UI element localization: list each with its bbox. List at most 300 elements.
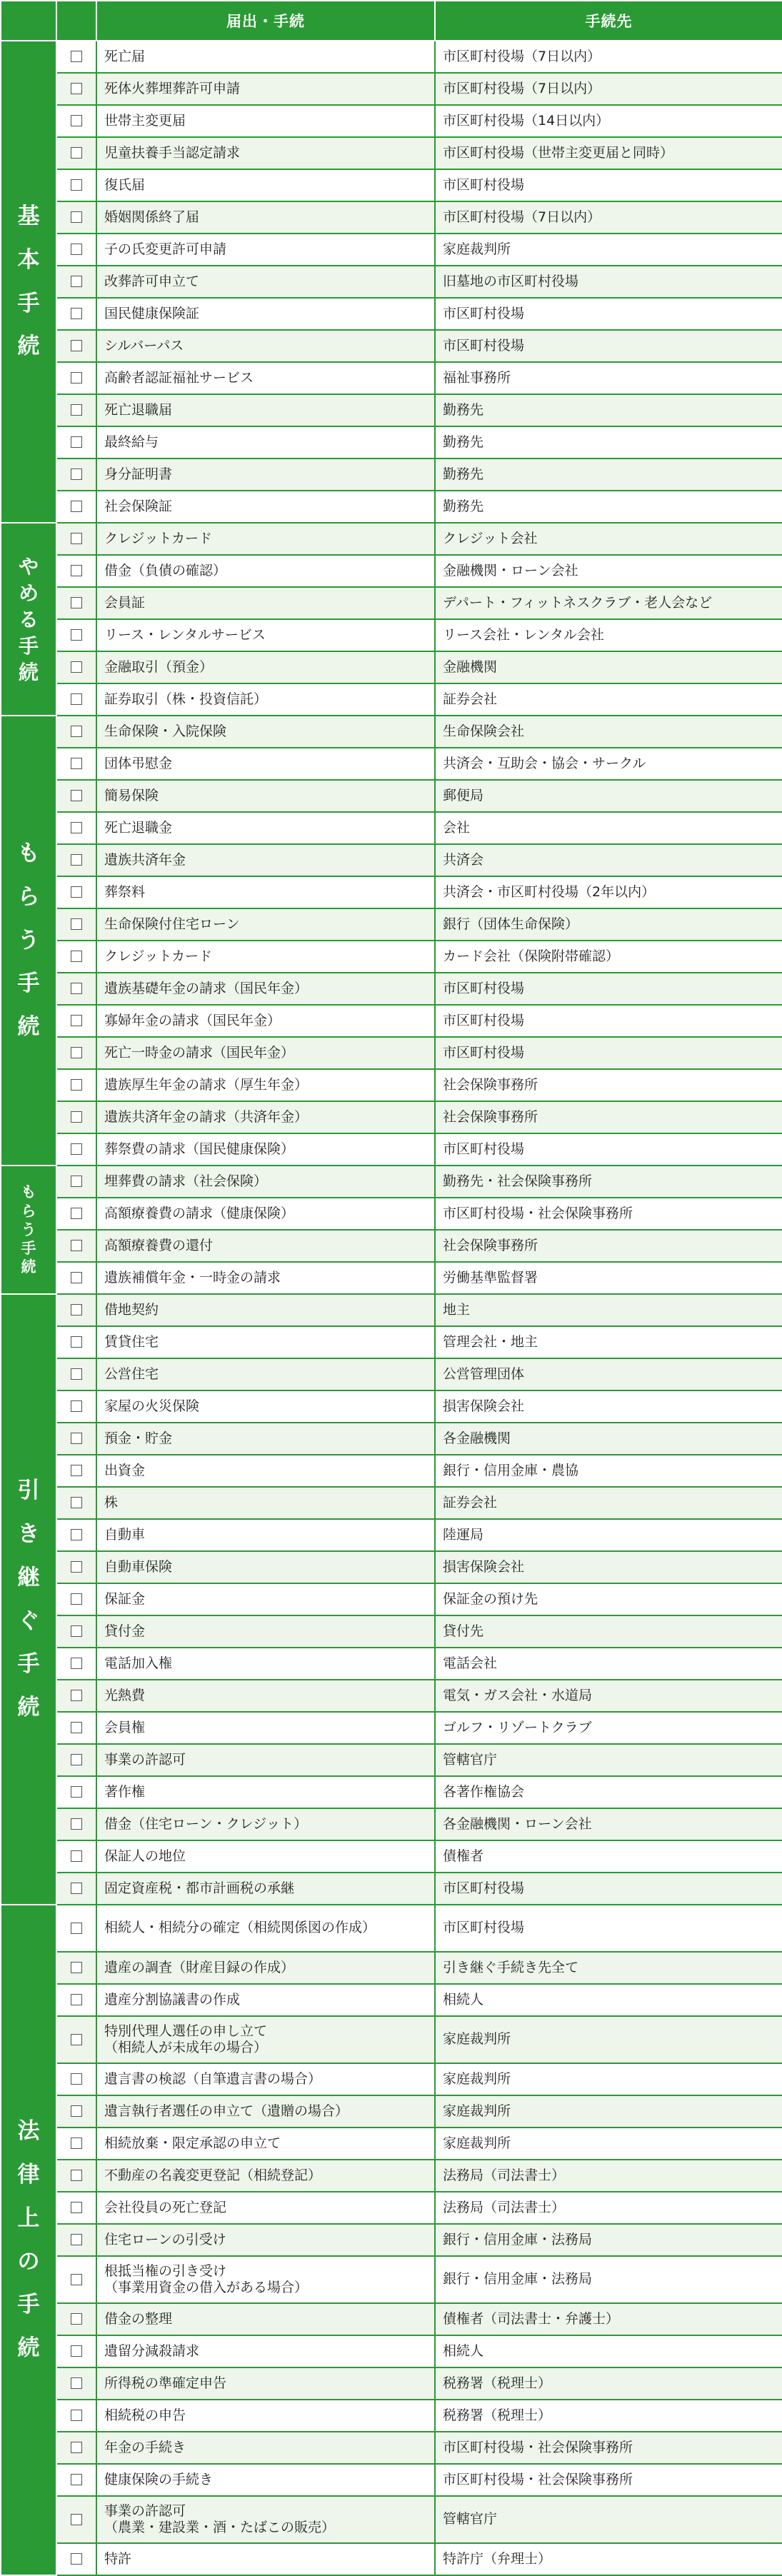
checkbox[interactable]	[71, 436, 82, 448]
procedure-destination: 社会保険事務所	[435, 1101, 782, 1133]
checkbox[interactable]	[71, 211, 82, 223]
checkbox-cell	[56, 2063, 96, 2095]
table-row	[1, 73, 782, 105]
table-row	[1, 1390, 782, 1423]
procedure-destination: 社会保険事務所	[435, 1069, 782, 1101]
procedure-item: 最終給与	[96, 426, 435, 458]
checkbox[interactable]	[71, 1593, 82, 1605]
procedure-item: 国民健康保険証	[96, 298, 435, 330]
table-row	[1, 683, 782, 716]
table-row	[1, 394, 782, 426]
checkbox-cell	[56, 1423, 96, 1455]
procedure-item: 預金・貯金	[96, 1423, 435, 1455]
procedure-destination: 勤務先	[435, 458, 782, 491]
checkbox-cell	[56, 2256, 96, 2303]
checkbox[interactable]	[71, 758, 82, 769]
procedure-item: 家屋の火災保険	[96, 1390, 435, 1423]
checkbox-cell	[56, 2224, 96, 2256]
procedure-destination: 証券会社	[435, 683, 782, 716]
checkbox[interactable]	[71, 372, 82, 384]
table-row	[1, 876, 782, 908]
procedure-destination: 市区町村役場	[435, 298, 782, 330]
checkbox[interactable]	[71, 2410, 82, 2421]
checkbox[interactable]	[71, 1850, 82, 1862]
checkbox-cell	[56, 748, 96, 780]
checkbox[interactable]	[71, 2514, 82, 2525]
procedure-destination: 損害保険会社	[435, 1551, 782, 1583]
table-row	[1, 1905, 782, 1952]
checkbox-cell	[56, 491, 96, 523]
table-row	[1, 1005, 782, 1037]
table-row	[1, 1712, 782, 1744]
procedure-destination: 税務署（税理士）	[435, 2400, 782, 2432]
procedure-item: 遺産分割協議書の作成	[96, 1984, 435, 2016]
checkbox-cell	[56, 1037, 96, 1069]
procedure-destination: 市区町村役場	[435, 169, 782, 201]
checkbox-cell	[56, 2543, 96, 2575]
checkbox[interactable]	[71, 1047, 82, 1058]
section-label-text: 基 本 手 続	[17, 204, 40, 360]
header-item-column: 届出・手続	[96, 1, 435, 41]
checkbox[interactable]	[71, 1143, 82, 1155]
table-row	[1, 587, 782, 619]
procedure-item: 自動車保険	[96, 1551, 435, 1583]
procedure-item: 賃貸住宅	[96, 1326, 435, 1358]
section-label-text: 法 律 上 の 手 続	[17, 2118, 40, 2361]
checkbox[interactable]	[71, 1465, 82, 1476]
procedure-destination: 銀行・信用金庫・農協	[435, 1455, 782, 1487]
section-label-text: や め る 手 続	[18, 554, 39, 684]
checkbox[interactable]	[71, 1400, 82, 1412]
checkbox[interactable]	[71, 2345, 82, 2357]
procedure-item: 相続放棄・限定承認の申立て	[96, 2128, 435, 2160]
procedure-item: 保証金	[96, 1583, 435, 1615]
procedure-item: クレジットカード	[96, 523, 435, 555]
table-row	[1, 1230, 782, 1262]
checkbox[interactable]	[71, 1994, 82, 2005]
procedure-item: 特別代理人選任の申し立て （相続人が未成年の場合）	[96, 2016, 435, 2063]
checkbox[interactable]	[71, 1625, 82, 1637]
procedure-destination: 債権者（司法書士・弁護士）	[435, 2303, 782, 2335]
procedure-item: 生命保険付住宅ローン	[96, 908, 435, 941]
checkbox[interactable]	[71, 308, 82, 319]
checkbox-cell	[56, 1133, 96, 1166]
checkbox-cell	[56, 1615, 96, 1648]
checkbox[interactable]	[71, 1304, 82, 1315]
table-row	[1, 1037, 782, 1069]
table-row	[1, 1615, 782, 1648]
checkbox-cell	[56, 1390, 96, 1423]
checkbox[interactable]	[71, 1962, 82, 1973]
table-row	[1, 619, 782, 651]
checkbox-cell	[56, 2192, 96, 2224]
checkbox[interactable]	[71, 533, 82, 544]
procedure-item: 証券取引（株・投資信託）	[96, 683, 435, 716]
checkbox-cell	[56, 1358, 96, 1390]
checkbox-cell	[56, 587, 96, 619]
procedure-destination: 証券会社	[435, 1487, 782, 1519]
procedure-item: 葬祭費の請求（国民健康保険）	[96, 1133, 435, 1166]
checkbox-cell	[56, 844, 96, 876]
table-row	[1, 330, 782, 362]
table-row	[1, 137, 782, 169]
checkbox[interactable]	[71, 2377, 82, 2389]
checkbox-cell	[56, 1551, 96, 1583]
checkbox[interactable]	[71, 2105, 82, 2117]
procedure-destination: 家庭裁判所	[435, 234, 782, 266]
checkbox[interactable]	[71, 468, 82, 480]
checkbox[interactable]	[71, 2073, 82, 2085]
procedure-item: 葬祭料	[96, 876, 435, 908]
procedure-destination: 市区町村役場・社会保険事務所	[435, 2432, 782, 2464]
checkbox[interactable]	[71, 2034, 82, 2045]
checkbox[interactable]	[71, 1272, 82, 1283]
table-row	[1, 1840, 782, 1873]
procedure-destination: 生命保険会社	[435, 716, 782, 748]
procedure-destination: 市区町村役場（7日以内）	[435, 73, 782, 105]
procedure-destination: 法務局（司法書士）	[435, 2192, 782, 2224]
table-row	[1, 1101, 782, 1133]
table-row	[1, 1069, 782, 1101]
procedure-destination: 陸運局	[435, 1519, 782, 1551]
checkbox-cell	[56, 2367, 96, 2400]
checkbox[interactable]	[71, 1176, 82, 1187]
checkbox[interactable]	[71, 179, 82, 191]
table-row	[1, 2432, 782, 2464]
checkbox[interactable]	[71, 1497, 82, 1508]
table-row	[1, 2367, 782, 2400]
procedure-item: 著作権	[96, 1776, 435, 1808]
checkbox[interactable]	[71, 726, 82, 737]
checkbox[interactable]	[71, 629, 82, 641]
checkbox[interactable]	[71, 2170, 82, 2181]
checkbox[interactable]	[71, 2202, 82, 2213]
section-label	[1, 1294, 56, 1905]
checkbox-cell	[56, 1840, 96, 1873]
table-row	[1, 169, 782, 201]
procedure-destination: 市区町村役場	[435, 1133, 782, 1166]
table-row	[1, 1952, 782, 1984]
procedure-destination: 損害保険会社	[435, 1390, 782, 1423]
procedure-item: 年金の手続き	[96, 2432, 435, 2464]
table-row	[1, 1358, 782, 1390]
procedure-item: 遺留分減殺請求	[96, 2335, 435, 2367]
checkbox-cell	[56, 1905, 96, 1952]
procedure-destination: 特許庁（弁理士）	[435, 2543, 782, 2575]
checkbox[interactable]	[71, 2553, 82, 2565]
checkbox[interactable]	[71, 886, 82, 898]
checkbox-cell	[56, 523, 96, 555]
procedure-item: 借金の整理	[96, 2303, 435, 2335]
checkbox[interactable]	[71, 147, 82, 159]
checkbox-cell	[56, 1808, 96, 1840]
table-row	[1, 523, 782, 555]
procedure-destination: 共済会・市区町村役場（2年以内）	[435, 876, 782, 908]
checkbox[interactable]	[71, 1883, 82, 1894]
procedure-destination: 保証金の預け先	[435, 1583, 782, 1615]
procedure-item: 社会保険証	[96, 491, 435, 523]
procedure-destination: ゴルフ・リゾートクラブ	[435, 1712, 782, 1744]
checkbox-cell	[56, 1230, 96, 1262]
checkbox[interactable]	[71, 1208, 82, 1219]
procedure-item: 婚姻関係終了届	[96, 201, 435, 234]
procedure-destination: 各金融機関	[435, 1423, 782, 1455]
procedure-destination: 共済会・互助会・協会・サークル	[435, 748, 782, 780]
checkbox[interactable]	[71, 115, 82, 126]
checkbox[interactable]	[71, 340, 82, 351]
checkbox[interactable]	[71, 276, 82, 287]
procedure-destination: 労働基準監督署	[435, 1262, 782, 1294]
checkbox[interactable]	[71, 244, 82, 255]
procedure-item: 会員証	[96, 587, 435, 619]
table-row	[1, 1294, 782, 1326]
procedure-item: 保証人の地位	[96, 1840, 435, 1873]
checkbox[interactable]	[71, 2474, 82, 2485]
checkbox[interactable]	[71, 2274, 82, 2285]
procedure-destination: 市区町村役場	[435, 973, 782, 1005]
procedure-item: 相続税の申告	[96, 2400, 435, 2432]
procedure-destination: 市区町村役場・社会保険事務所	[435, 1198, 782, 1230]
procedure-item: 死体火葬埋葬許可申請	[96, 73, 435, 105]
table-row	[1, 1487, 782, 1519]
procedure-destination: 郵便局	[435, 780, 782, 812]
procedure-item: 健康保険の手続き	[96, 2464, 435, 2496]
procedure-destination: 勤務先・社会保険事務所	[435, 1166, 782, 1198]
table-row	[1, 2063, 782, 2095]
checkbox[interactable]	[71, 1111, 82, 1123]
procedure-item: 借金（住宅ローン・クレジット）	[96, 1808, 435, 1840]
checkbox-cell	[56, 876, 96, 908]
table-row	[1, 2016, 782, 2063]
procedure-item: 自動車	[96, 1519, 435, 1551]
procedure-item: 改葬許可申立て	[96, 266, 435, 298]
checkbox[interactable]	[71, 1690, 82, 1701]
checkbox-cell	[56, 266, 96, 298]
checkbox[interactable]	[71, 2234, 82, 2245]
checkbox[interactable]	[71, 2313, 82, 2325]
checkbox-cell	[56, 683, 96, 716]
procedure-destination: 社会保険事務所	[435, 1230, 782, 1262]
procedure-destination: 相続人	[435, 1984, 782, 2016]
procedure-item: 遺族補償年金・一時金の請求	[96, 1262, 435, 1294]
checkbox[interactable]	[71, 790, 82, 801]
table-row	[1, 1583, 782, 1615]
checkbox[interactable]	[71, 1368, 82, 1380]
checkbox[interactable]	[71, 51, 82, 62]
procedure-item: 株	[96, 1487, 435, 1519]
checkbox-cell	[56, 362, 96, 394]
checkbox-cell	[56, 973, 96, 1005]
checkbox[interactable]	[71, 822, 82, 833]
checkbox[interactable]	[71, 1240, 82, 1251]
checkbox-cell	[56, 1455, 96, 1487]
checkbox[interactable]	[71, 565, 82, 576]
procedure-item: 借金（負債の確認）	[96, 555, 435, 587]
procedure-item: 遺族厚生年金の請求（厚生年金）	[96, 1069, 435, 1101]
procedure-item: 貸付金	[96, 1615, 435, 1648]
checkbox[interactable]	[71, 854, 82, 866]
checkbox-cell	[56, 2016, 96, 2063]
table-row	[1, 1873, 782, 1905]
procedure-item: シルバーパス	[96, 330, 435, 362]
procedure-item: 住宅ローンの引受け	[96, 2224, 435, 2256]
procedure-destination: 勤務先	[435, 426, 782, 458]
table-row	[1, 105, 782, 137]
checkbox[interactable]	[71, 693, 82, 705]
table-row	[1, 1198, 782, 1230]
checkbox[interactable]	[71, 951, 82, 962]
section-label	[1, 523, 56, 716]
procedure-item: 生命保険・入院保険	[96, 716, 435, 748]
procedure-item: 死亡一時金の請求（国民年金）	[96, 1037, 435, 1069]
table-row	[1, 812, 782, 844]
checkbox-cell	[56, 1776, 96, 1808]
procedure-item: 身分証明書	[96, 458, 435, 491]
checkbox[interactable]	[71, 1923, 82, 1934]
procedure-item: 出資金	[96, 1455, 435, 1487]
procedure-destination: 相続人	[435, 2335, 782, 2367]
procedure-item: 会社役員の死亡登記	[96, 2192, 435, 2224]
checkbox[interactable]	[71, 661, 82, 673]
table-row	[1, 1551, 782, 1583]
checkbox-cell	[56, 2400, 96, 2432]
procedure-destination: 市区町村役場	[435, 1005, 782, 1037]
procedure-destination: 市区町村役場（世帯主変更届と同時）	[435, 137, 782, 169]
procedure-item: 金融取引（預金）	[96, 651, 435, 683]
checkbox-cell	[56, 2095, 96, 2128]
checkbox-cell	[56, 651, 96, 683]
procedure-destination: 市区町村役場（7日以内）	[435, 41, 782, 73]
checkbox[interactable]	[71, 2138, 82, 2149]
checkbox[interactable]	[71, 1336, 82, 1348]
procedure-item: 根抵当権の引き受け （事業用資金の借入がある場合）	[96, 2256, 435, 2303]
checkbox[interactable]	[71, 404, 82, 416]
procedure-item: 高額療養費の請求（健康保険）	[96, 1198, 435, 1230]
checkbox-cell	[56, 458, 96, 491]
checkbox[interactable]	[71, 1818, 82, 1830]
table-row	[1, 1984, 782, 2016]
table-row	[1, 1519, 782, 1551]
table-row	[1, 2095, 782, 2128]
table-row	[1, 2303, 782, 2335]
section-label	[1, 716, 56, 1166]
checkbox[interactable]	[71, 918, 82, 930]
checkbox[interactable]	[71, 1754, 82, 1765]
checkbox[interactable]	[71, 1015, 82, 1026]
procedure-item: 電話加入権	[96, 1648, 435, 1680]
table-row	[1, 2496, 782, 2543]
checkbox[interactable]	[71, 1786, 82, 1798]
procedure-destination: 管轄官庁	[435, 2496, 782, 2543]
table-row	[1, 491, 782, 523]
checkbox[interactable]	[71, 1529, 82, 1540]
procedure-item: 公営住宅	[96, 1358, 435, 1390]
checkbox-cell	[56, 2432, 96, 2464]
procedure-item: 光熱費	[96, 1680, 435, 1712]
procedure-destination: 金融機関	[435, 651, 782, 683]
table-row	[1, 651, 782, 683]
table-row	[1, 2543, 782, 2575]
checkbox-cell	[56, 1952, 96, 1984]
procedure-item: 簡易保険	[96, 780, 435, 812]
procedure-item: 高齢者認証福祉サービス	[96, 362, 435, 394]
checkbox-cell	[56, 1005, 96, 1037]
procedure-item: 世帯主変更届	[96, 105, 435, 137]
table-row	[1, 1262, 782, 1294]
checkbox-cell	[56, 1326, 96, 1358]
checkbox-cell	[56, 2464, 96, 2496]
table-row	[1, 1808, 782, 1840]
procedure-destination: 公営管理団体	[435, 1358, 782, 1390]
table-row	[1, 426, 782, 458]
procedure-item: 埋葬費の請求（社会保険）	[96, 1166, 435, 1198]
checkbox-cell	[56, 298, 96, 330]
checkbox-cell	[56, 330, 96, 362]
checkbox-cell	[56, 234, 96, 266]
table-row	[1, 2400, 782, 2432]
checkbox-cell	[56, 2303, 96, 2335]
procedure-destination: クレジット会社	[435, 523, 782, 555]
checkbox-cell	[56, 1262, 96, 1294]
checkbox-cell	[56, 908, 96, 941]
procedure-destination: 共済会	[435, 844, 782, 876]
procedure-destination: 各著作権協会	[435, 1776, 782, 1808]
checkbox[interactable]	[71, 83, 82, 94]
procedure-item: 固定資産税・都市計画税の承継	[96, 1873, 435, 1905]
checkbox[interactable]	[71, 501, 82, 512]
table-row	[1, 941, 782, 973]
procedure-destination: リース会社・レンタル会社	[435, 619, 782, 651]
procedure-destination: 市区町村役場・社会保険事務所	[435, 2464, 782, 2496]
checkbox[interactable]	[71, 2442, 82, 2453]
checkbox-cell	[56, 1198, 96, 1230]
procedure-item: 遺産の調査（財産目録の作成）	[96, 1952, 435, 1984]
checkbox-cell	[56, 619, 96, 651]
procedure-item: 遺言書の検認（自筆遺言書の場合）	[96, 2063, 435, 2095]
table-row	[1, 2335, 782, 2367]
checkbox[interactable]	[71, 1658, 82, 1669]
section-label-text: 引 き 継 ぐ 手 続	[17, 1478, 40, 1720]
checkbox[interactable]	[71, 1079, 82, 1091]
checkbox-cell	[56, 2496, 96, 2543]
checkbox[interactable]	[71, 597, 82, 608]
procedure-destination: 家庭裁判所	[435, 2128, 782, 2160]
checkbox[interactable]	[71, 1561, 82, 1573]
table-row	[1, 2224, 782, 2256]
checkbox[interactable]	[71, 983, 82, 994]
table-row	[1, 298, 782, 330]
header-checkbox-column	[56, 1, 96, 41]
checkbox-cell	[56, 941, 96, 973]
procedure-destination: 勤務先	[435, 394, 782, 426]
procedure-destination: 銀行・信用金庫・法務局	[435, 2256, 782, 2303]
checkbox[interactable]	[71, 1433, 82, 1444]
procedure-destination: 引き継ぐ手続き先全て	[435, 1952, 782, 1984]
procedure-item: リース・レンタルサービス	[96, 619, 435, 651]
checkbox-cell	[56, 1984, 96, 2016]
header-destination-column: 手続先	[435, 1, 782, 41]
procedure-item: 遺言執行者選任の申立て（遺贈の場合）	[96, 2095, 435, 2128]
table-row	[1, 844, 782, 876]
table-row	[1, 1326, 782, 1358]
procedure-destination: 福祉事務所	[435, 362, 782, 394]
procedure-destination: 旧墓地の市区町村役場	[435, 266, 782, 298]
checkbox-cell	[56, 426, 96, 458]
procedure-item: 死亡退職金	[96, 812, 435, 844]
procedure-item: 事業の許認可	[96, 1744, 435, 1776]
checkbox[interactable]	[71, 1722, 82, 1733]
checkbox-cell	[56, 2128, 96, 2160]
